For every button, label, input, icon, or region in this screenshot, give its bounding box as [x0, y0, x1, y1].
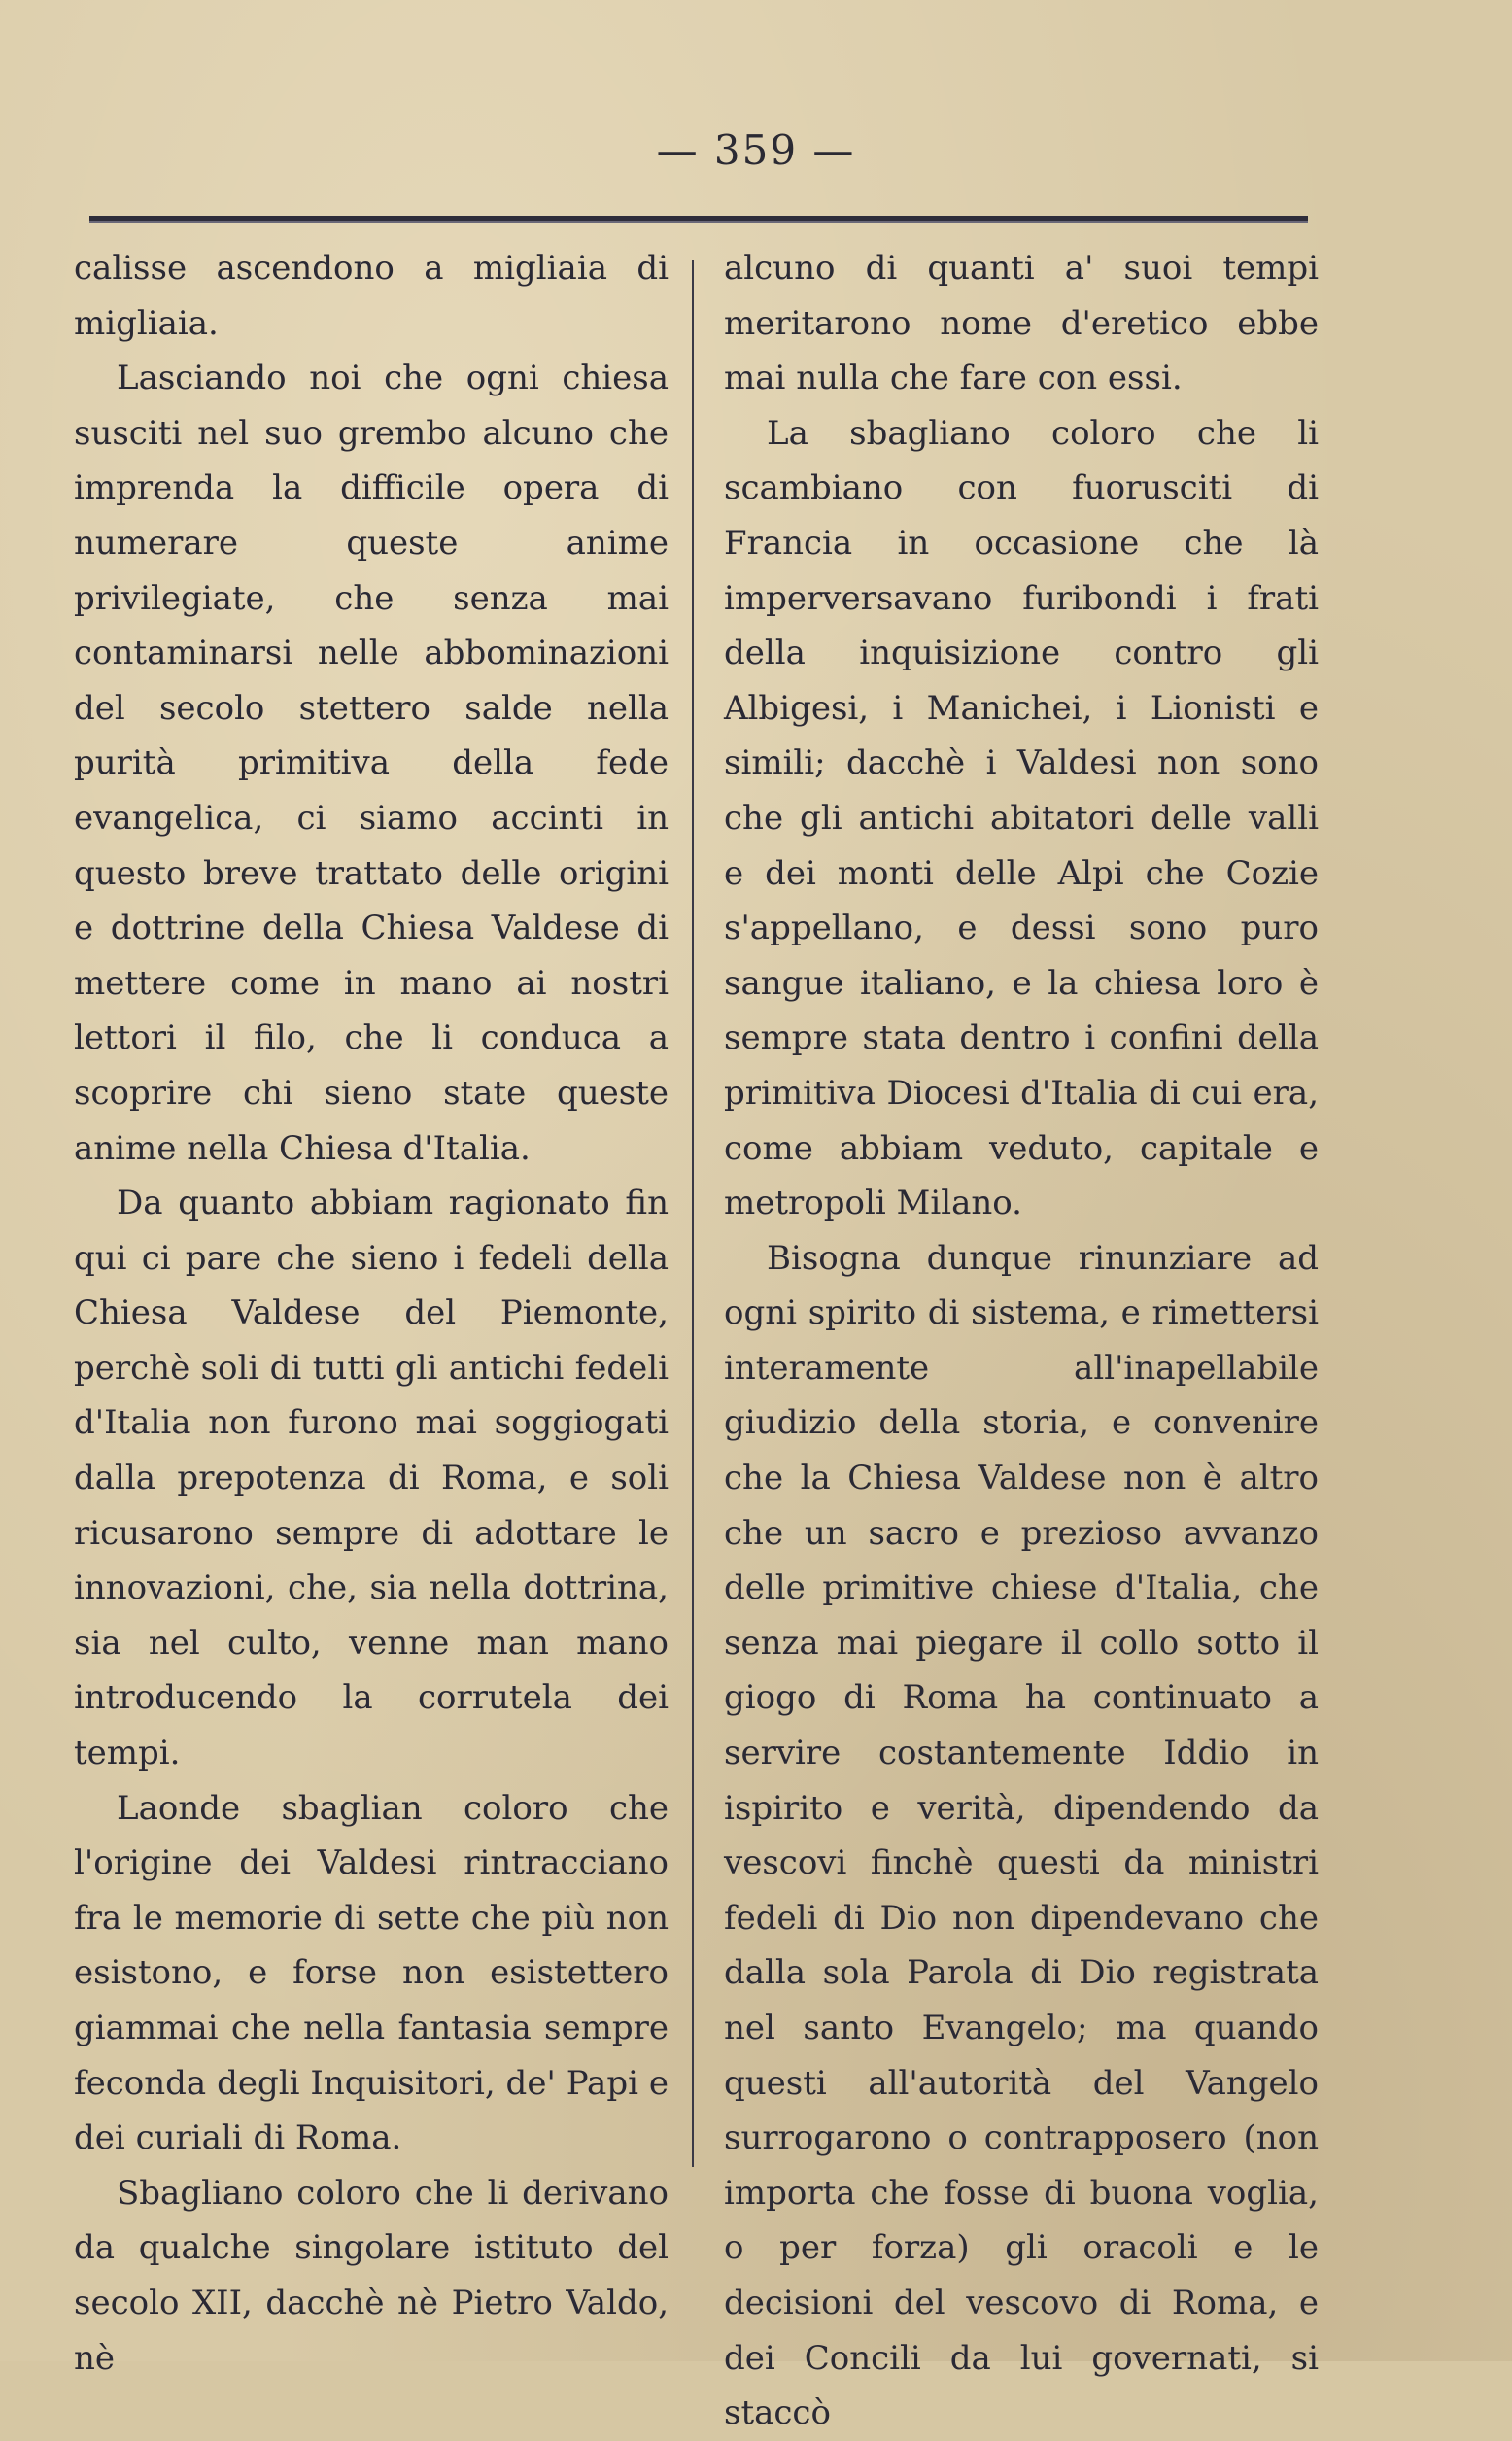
right-column [724, 241, 1319, 2441]
left-column [74, 241, 669, 2386]
paragraph: Laonde sbaglian coloro che l'origine dei Valdesi rintracciano fra le memorie di sette che più non esistono, e forse non esistettero giammai che nella fantasia sempre feconda degli Inquisitori, de' Papi e dei curiali di Roma. [74, 1788, 669, 2158]
paragraph: Lasciando noi che ogni chiesa susciti nel suo grembo alcuno che imprenda la difficile opera di numerare queste anime privilegiate, che senza mai contaminarsi nelle abbominazioni del secolo stettero salde nella purità primitiva della fede evangelica, ci siamo accinti in questo breve trattato delle origini e dottrine della Chiesa Valdese di mettere come in mano ai nostri lettori il filo, che li conduca a scoprire chi sieno state queste anime nella Chiesa d'Italia. [74, 359, 669, 1168]
paragraph: alcuno di quanti a' suoi tempi meritarono nome d'eretico ebbe mai nulla che fare con essi. [724, 249, 1319, 398]
paragraph: La sbagliano coloro che li scambiano con fuorusciti di Francia in occasione che là imperversavano furibondi i frati della inquisizione contro gli Albigesi, i Manichei, i Lionisti e simili; dacchè i Valdesi non sono che gli antichi abitatori delle valli e dei monti delle Alpi che Cozie s'appellano, e dessi sono puro sangue italiano, e la chiesa loro è sempre stata dentro i confini della primitiva Diocesi d'Italia di cui era, come abbiam veduto, capitale e metropoli Milano. [724, 413, 1319, 1223]
paragraph: calisse ascendono a migliaia di migliaia. [74, 249, 669, 343]
paragraph: Sbagliano coloro che li derivano da qualche singolare istituto del secolo XII, dacchè nè Pietro Valdo, nè [74, 2173, 669, 2378]
paragraph: Bisogna dunque rinunziare ad ogni spirito di sistema, e rimettersi interamente all'inapellabile giudizio della storia, e convenire che la Chiesa Valdese non è altro che un sacro e prezioso avvanzo delle primitive chiese d'Italia, che senza mai piegare il collo sotto il giogo di Roma ha continuato a servire costantemente Iddio in ispirito e verità, dipendendo da vescovi finchè questi da ministri fedeli di Dio non dipendevano che dalla sola Parola di Dio registrata nel santo Evangelo; ma quando questi all'autorità del Vangelo surrogarono o contrapposero (non importa che fosse di buona voglia, o per forza) gli oracoli e le decisioni del vescovo di Roma, e dei Concili da lui governati, si staccò [724, 1238, 1319, 2433]
header-rule [89, 216, 1308, 223]
paragraph: Da quanto abbiam ragionato fin qui ci pare che sieno i fedeli della Chiesa Valdese del Piemonte, perchè soli di tutti gli antichi fedeli d'Italia non furono mai soggiogati dalla prepotenza di Roma, e soli ricusarono sempre di adottare le innovazioni, che, sia nella dottrina, sia nel culto, venne man mano introducendo la corrutela dei tempi. [74, 1184, 669, 1773]
page-number: — 359 — [656, 126, 856, 174]
column-divider [692, 260, 694, 2167]
